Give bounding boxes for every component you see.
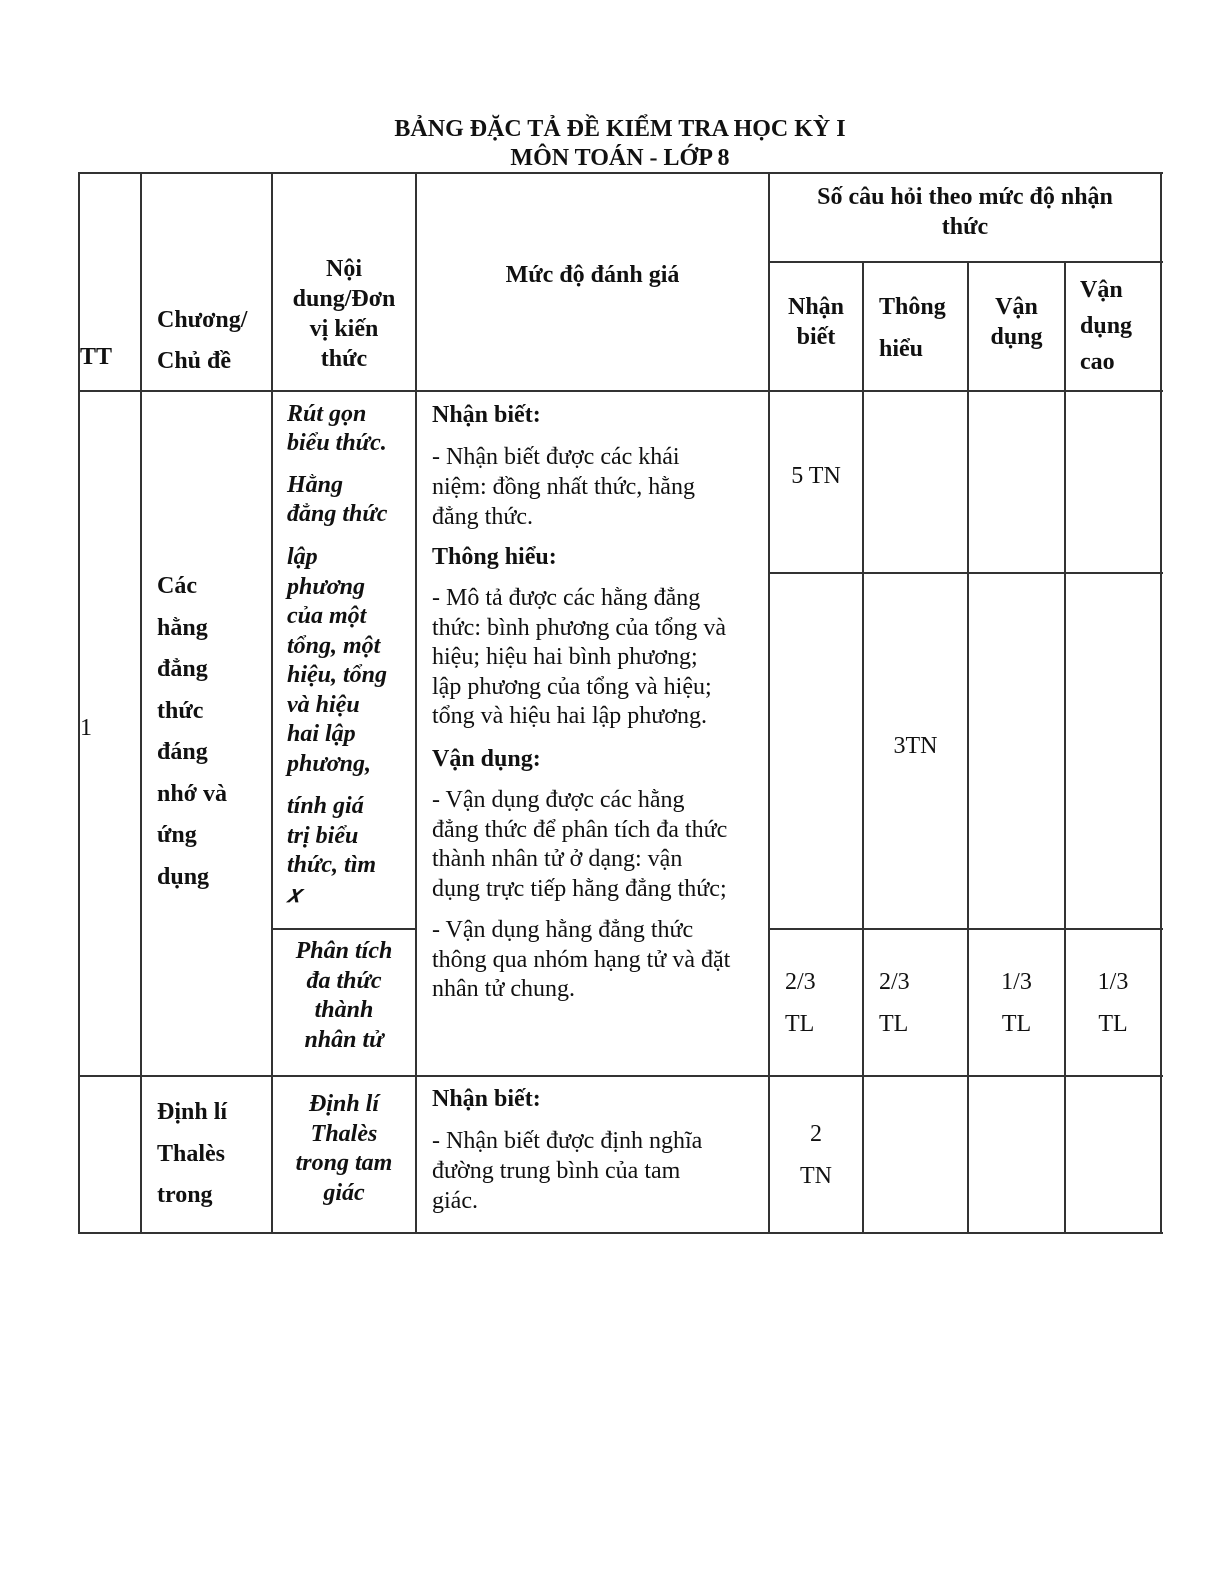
row1-nhan-biet-text: - Nhận biết được các khái niệm: đồng nhất thức, hằng đẳng thức.: [432, 444, 695, 530]
row1-tl-thong-hieu: 2/3 TL: [879, 969, 910, 1037]
header-tt: TT: [80, 344, 113, 370]
document-title: BẢNG ĐẶC TẢ ĐỀ KIỂM TRA HỌC KỲ I: [394, 116, 846, 142]
header-noi-dung: Nội dung/Đơn vị kiến thức: [292, 256, 396, 372]
row2-noi-dung: Định lí Thalès trong tam giác: [295, 1091, 393, 1206]
table-col-line-7: [1064, 261, 1066, 1234]
row1-van-dung-text-2: - Vận dụng hằng đẳng thức thông qua nhóm hạng tử và đặt nhân tử chung.: [432, 917, 731, 1003]
table-line-tl-divider: [768, 928, 1163, 930]
header-chuong: Chương/ Chủ đề: [157, 307, 248, 374]
row1-count-thong-hieu: 3TN: [893, 733, 938, 759]
row1-chuong: Các hằng đẳng thức đáng nhớ và ứng dụng: [157, 573, 227, 890]
row1-thong-hieu-label: Thông hiểu:: [432, 544, 557, 570]
row1-noi-dung-1b: Hằng đẳng thức: [287, 472, 388, 527]
header-van-dung-cao: Vận dụng cao: [1080, 277, 1133, 375]
table-line-subheader: [768, 261, 1163, 263]
row1-van-dung-text-1: - Vận dụng được các hằng đẳng thức để phân tích đa thức thành nhân tử ở dạng: vận dụng trực tiếp hằng đẳng thức;: [432, 787, 728, 902]
header-van-dung: Vận dụng: [990, 294, 1043, 350]
row1-noi-dung-1d: tính giá trị biểu thức, tìm 𝑥: [287, 793, 377, 908]
table-line-count-divider: [768, 572, 1163, 574]
table-border-left: [78, 172, 80, 1234]
table-col-line-3: [415, 172, 417, 1234]
table-border-bottom: [78, 1232, 1163, 1234]
header-thong-hieu: Thông hiểu: [879, 294, 946, 362]
row1-tt: 1: [80, 715, 92, 741]
document-subtitle: MÔN TOÁN - LỚP 8: [510, 145, 730, 171]
row1-tl-nhan-biet: 2/3 TL: [785, 969, 816, 1037]
row2-nhan-biet-label: Nhận biết:: [432, 1086, 541, 1112]
row1-noi-dung-1c: lập phương của một tổng, một hiệu, tổng và hiệu hai lập phương,: [287, 544, 388, 777]
row1-tl-van-dung-cao: 1/3 TL: [1097, 969, 1129, 1037]
row2-count-nhan-biet: 2 TN: [800, 1121, 832, 1189]
table-line-subrow-divider: [271, 928, 416, 930]
row1-van-dung-label: Vận dụng:: [432, 746, 541, 772]
row2-nhan-biet-text: - Nhận biết được định nghĩa đường trung bình của tam giác.: [432, 1128, 703, 1214]
table-border-right: [1160, 172, 1162, 1234]
row1-noi-dung-1a: Rút gọn biểu thức.: [287, 401, 387, 456]
table-border-top: [78, 172, 1163, 174]
table-col-line-6: [967, 261, 969, 1234]
table-col-line-1: [140, 172, 142, 1234]
row1-thong-hieu-text: - Mô tả được các hằng đẳng thức: bình phương của tổng và hiệu; hiệu hai bình phương; lập phương của tổng và hiệu; tổng và hiệu hai lập phương.: [432, 585, 726, 730]
row1-noi-dung-2: Phân tích đa thức thành nhân tử: [295, 938, 393, 1053]
row1-tl-van-dung: 1/3 TL: [1001, 969, 1032, 1037]
row1-nhan-biet-label: Nhận biết:: [432, 402, 541, 428]
row1-count-nhan-biet: 5 TN: [791, 463, 841, 489]
table-line-row-divider: [78, 1075, 1163, 1077]
header-so-cau: Số câu hỏi theo mức độ nhận thức: [817, 184, 1113, 240]
table-line-header-bottom: [78, 390, 1163, 392]
header-nhan-biet: Nhận biết: [787, 294, 845, 350]
row2-chuong: Định lí Thalès trong: [157, 1099, 228, 1208]
header-muc-do: Mức độ đánh giá: [505, 262, 680, 288]
